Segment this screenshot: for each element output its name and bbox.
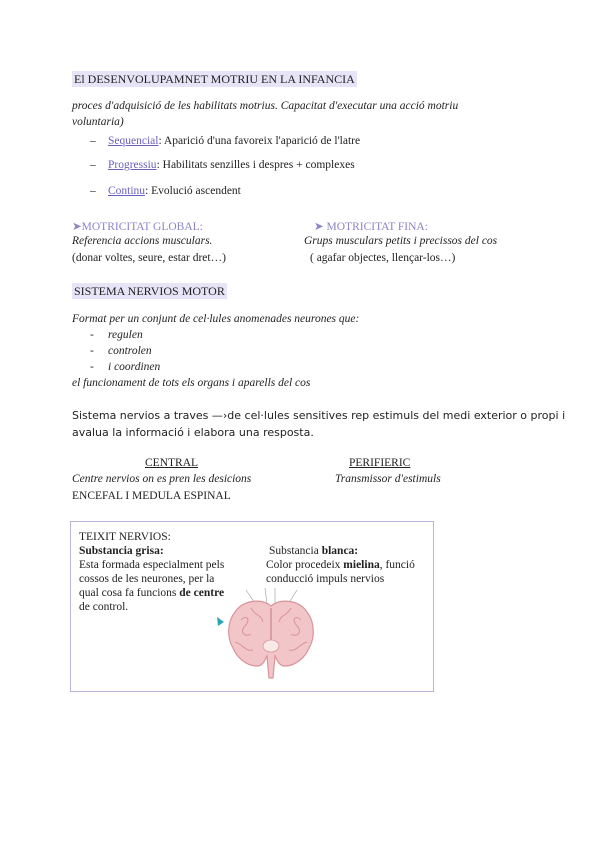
grisa-line-4: de control. <box>79 601 129 613</box>
paragraph-line-1: Sistema nervios a traves —›de cel·lules sensitives rep estimuls del medi exterior o propi i <box>72 409 566 422</box>
title-highlight: SISTEMA NERVIOS MOTOR <box>74 284 225 298</box>
grisa-line-1: Esta formada especialment pels <box>79 559 225 571</box>
brain-section-illustration <box>221 586 321 686</box>
list-dash: - <box>90 361 94 373</box>
list-item <box>90 159 355 171</box>
central-desc: Centre nervios on es pren les desicions <box>72 473 252 485</box>
blanca-label-b: blanca: <box>321 545 359 557</box>
arrow-icon: ➤ <box>314 221 324 233</box>
motricitat-fina-title: MOTRICITAT FINA: <box>326 221 428 233</box>
grisa-line-3 <box>79 586 224 600</box>
blanca-line-1c: , funció <box>379 559 415 571</box>
motricitat-fina-heading <box>314 219 428 233</box>
grisa-line-3a: qual cosa fa funcions <box>79 587 180 599</box>
motricitat-global-heading <box>72 219 203 233</box>
list-item-text: controlen <box>108 345 152 357</box>
section-title-sistema-nervios <box>72 284 227 299</box>
list-dash: – <box>90 185 96 197</box>
list-item-desc: : Evolució ascendent <box>145 185 241 197</box>
blanca-line-1b: mielina <box>343 559 380 571</box>
motricitat-global-def: Referencia accions musculars. <box>72 235 213 247</box>
list-item <box>90 329 143 341</box>
list-item-text: regulen <box>108 329 143 341</box>
central-sub: ENCEFAL I MEDULA ESPINAL <box>72 490 231 502</box>
section2-intro: Format per un conjunt de cel·lules anomenades neurones que: <box>72 313 360 325</box>
blanca-line-2: conducció impuls nervios <box>266 573 385 585</box>
central-title: CENTRAL <box>145 457 199 469</box>
list-dash: - <box>90 345 94 357</box>
list-item-text: i coordinen <box>108 361 161 373</box>
grisa-line-2: cossos de les neurones, per la <box>79 573 215 585</box>
intro-line-2: voluntaria) <box>72 116 124 128</box>
blanca-line-1a: Color procedeix <box>266 559 344 571</box>
motricitat-fina-def: Grups musculars petits i precissos del cos <box>304 235 498 247</box>
blanca-line-1 <box>266 558 415 572</box>
link-progressiu[interactable]: Progressiu <box>108 159 157 171</box>
section-title-desenvolupament <box>72 72 357 87</box>
list-dash: - <box>90 329 94 341</box>
arrow-icon: ➤ <box>72 221 82 233</box>
blanca-label <box>269 544 358 558</box>
list-item <box>90 361 160 373</box>
section2-closing: el funcionament de tots els organs i aparells del cos <box>72 377 311 389</box>
periferic-title: PERIFIERIC <box>349 457 411 469</box>
grisa-label: Substancia grisa: <box>79 545 164 557</box>
list-item <box>90 135 360 147</box>
title-highlight: El DESENVOLUPAMNET MOTRIU EN LA INFANCIA <box>74 72 355 86</box>
list-dash: – <box>90 135 96 147</box>
intro-line-1: proces d'adquisició de les habilitats motrius. Capacitat d'executar una acció motriu <box>72 100 459 112</box>
motricitat-fina-example: ( agafar objectes, llençar-los…) <box>310 252 456 264</box>
list-item-desc: : Habilitats senzilles i despres + complexes <box>156 159 355 171</box>
teixit-nervios-box <box>70 521 434 692</box>
motricitat-global-example: (donar voltes, seure, estar dret…) <box>72 252 226 264</box>
periferic-desc: Transmissor d'estimuls <box>335 473 441 485</box>
box-heading: TEIXIT NERVIOS: <box>79 531 171 543</box>
list-dash: – <box>90 159 96 171</box>
link-sequencial[interactable]: Sequencial <box>108 135 159 147</box>
list-item <box>90 345 152 357</box>
list-item-desc: : Aparició d'una favoreix l'aparició de l'latre <box>158 135 361 147</box>
list-item <box>90 185 241 197</box>
link-continu[interactable]: Continu <box>108 185 146 197</box>
motricitat-global-title: MOTRICITAT GLOBAL: <box>81 221 203 233</box>
blanca-label-a: Substancia <box>269 545 322 557</box>
grisa-line-3b: de centre <box>179 587 225 599</box>
paragraph-line-2: avalua la informació i elabora una resposta. <box>72 426 314 439</box>
